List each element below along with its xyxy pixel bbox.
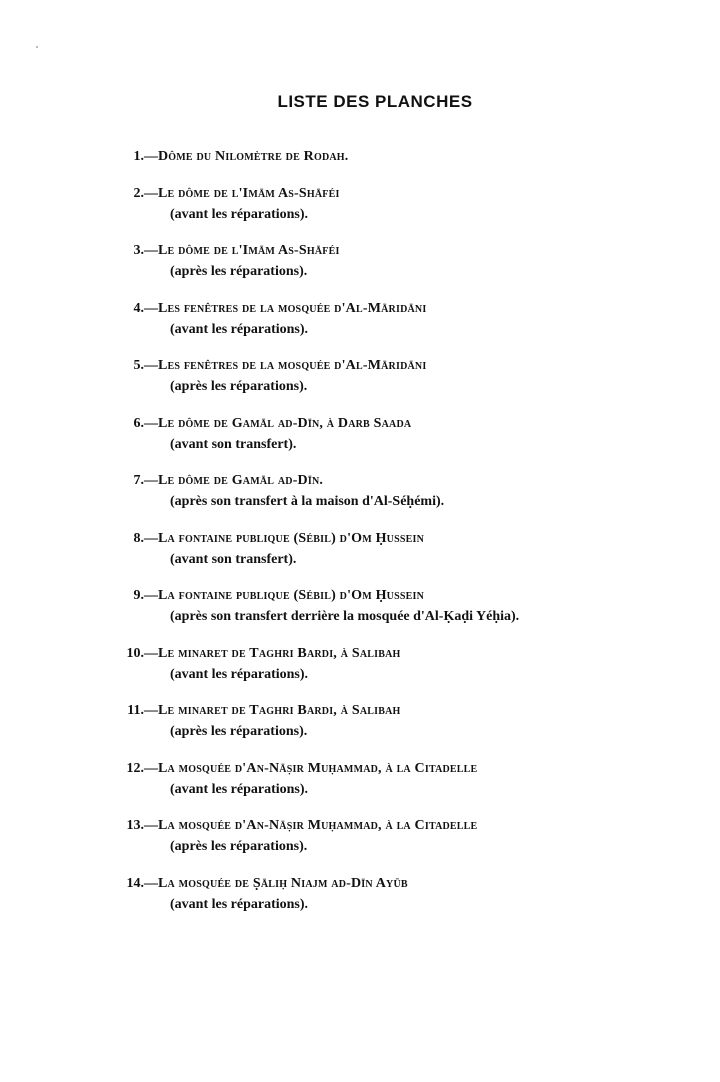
plate-item: 10.—Le minaret de Taghri Bardi, à Salibah (avant les réparations).: [98, 643, 658, 685]
plate-number: 9.: [133, 588, 144, 603]
plate-caption: Les fenêtres de la mosquée d'Al-Māridāni: [158, 300, 427, 316]
plate-number: 4.: [133, 300, 144, 316]
plate-note: (après son transfert derrière la mosquée d'Al-Ḳaḍi Yéḥia).: [170, 609, 520, 624]
plate-item: 6.—Le dôme de Gamāl ad-Dīn, à Darb Saada (avant son transfert).: [98, 413, 658, 455]
plate-number: 2.: [133, 185, 144, 201]
plate-item: 8.—La fontaine publique (Sébil) d'Om Ḥussein (avant son transfert).: [98, 528, 658, 570]
plate-note: (avant les réparations).: [170, 781, 309, 797]
plate-item: 2.—Le dôme de l'Imām As-Shāféi (avant les réparations).: [98, 183, 658, 225]
plate-number: 8.: [133, 530, 144, 546]
plate-item: 9.—La fontaine publique (Sébil) d'Om Ḥussein (après son transfert derrière la mosquée d'Al-Ḳaḍi Yéḥia).: [98, 585, 658, 627]
plates-list: [98, 146, 658, 930]
plate-caption: Le dôme de Gamāl ad-Dīn.: [158, 473, 324, 488]
plate-caption: La fontaine publique (Sébil) d'Om Ḥussein: [158, 530, 425, 546]
plate-note: (après les réparations).: [170, 264, 308, 279]
plate-caption: Le dôme de l'Imām As-Shāféi: [158, 243, 340, 258]
plate-caption: Le minaret de Taghri Bardi, à Salibah: [158, 703, 401, 718]
plate-note: (avant les réparations).: [170, 206, 309, 222]
plate-note: (après les réparations).: [170, 724, 308, 739]
plate-note: (avant les réparations).: [170, 666, 309, 682]
plate-item: 1.—Dôme du Nilomètre de Rodah.: [98, 146, 658, 167]
plate-note: (avant son transfert).: [170, 436, 297, 452]
plate-item: 4.—Les fenêtres de la mosquée d'Al-Māridāni (avant les réparations).: [98, 298, 658, 340]
plate-caption: La mosquée de Ṣāliḥ Niajm ad-Dīn Ayūb: [158, 875, 408, 891]
plate-number: 13.: [126, 818, 144, 833]
plate-item: 7.—Le dôme de Gamāl ad-Dīn. (après son transfert à la maison d'Al-Séḥémi).: [98, 470, 658, 512]
plate-caption: La mosquée d'An-Nāṣir Muḥammad, à la Citadelle: [158, 760, 478, 776]
plate-number: 11.: [127, 703, 144, 718]
plate-caption: Le dôme de Gamāl ad-Dīn, à Darb Saada: [158, 415, 412, 431]
plate-caption: Le minaret de Taghri Bardi, à Salibah: [158, 645, 401, 661]
plate-caption: Les fenêtres de la mosquée d'Al-Māridāni: [158, 358, 427, 373]
plate-number: 7.: [133, 473, 144, 488]
plate-caption: La mosquée d'An-Nāṣir Muḥammad, à la Citadelle: [158, 818, 478, 833]
plate-note: (après les réparations).: [170, 379, 308, 394]
plate-number: 10.: [126, 645, 144, 661]
page-title: LISTE DES PLANCHES: [277, 92, 473, 111]
plate-number: 6.: [133, 415, 144, 431]
plate-number: 14.: [126, 875, 144, 891]
plate-number: 3.: [133, 243, 144, 258]
plate-number: 12.: [126, 760, 144, 776]
plate-item: 11.—Le minaret de Taghri Bardi, à Salibah (après les réparations).: [98, 700, 658, 742]
plate-number: 1.: [133, 149, 144, 164]
plate-item: 5.—Les fenêtres de la mosquée d'Al-Māridāni (après les réparations).: [98, 355, 658, 397]
plate-caption: Le dôme de l'Imām As-Shāféi: [158, 185, 340, 201]
plate-note: (après son transfert à la maison d'Al-Séḥémi).: [170, 494, 445, 509]
plate-note: (avant son transfert).: [170, 551, 297, 567]
plate-item: 12.—La mosquée d'An-Nāṣir Muḥammad, à la Citadelle (avant les réparations).: [98, 758, 658, 800]
plate-item: 13.—La mosquée d'An-Nāṣir Muḥammad, à la Citadelle (après les réparations).: [98, 815, 658, 857]
plate-caption: La fontaine publique (Sébil) d'Om Ḥussein: [158, 588, 425, 603]
plate-item: 14.—La mosquée de Ṣāliḥ Niajm ad-Dīn Ayūb (avant les réparations).: [98, 873, 658, 915]
plate-number: 5.: [133, 358, 144, 373]
plate-note: (avant les réparations).: [170, 321, 309, 337]
plate-note: (après les réparations).: [170, 839, 308, 854]
plate-caption: Dôme du Nilomètre de Rodah.: [158, 149, 349, 164]
plate-note: (avant les réparations).: [170, 896, 309, 912]
plate-item: 3.—Le dôme de l'Imām As-Shāféi (après les réparations).: [98, 240, 658, 282]
speck-mark: [36, 46, 38, 48]
